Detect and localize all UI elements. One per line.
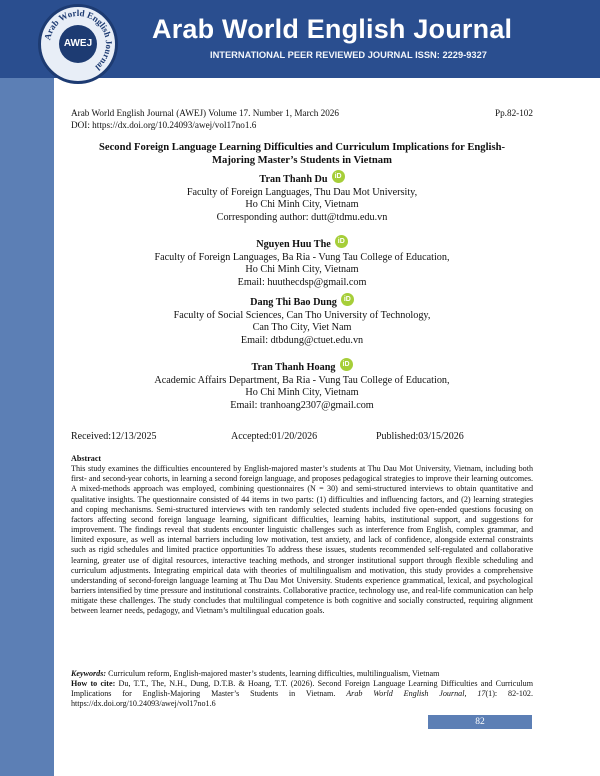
author-block-3 (71, 293, 533, 347)
author-location: Can Tho City, Viet Nam (252, 322, 352, 334)
cite-text: Du, T.T., The, N.H., Dung, D.T.B. & Hoang, T.T. (2026). Second Foreign Language Learning Difficulties and Curriculum Implications for English-Majoring Master’s Students in Vietnam. (71, 679, 533, 699)
doi-line[interactable]: DOI: https://dx.doi.org/10.24093/awej/vol17no1.6 (71, 120, 257, 130)
logo-text: AWEJ (59, 25, 97, 63)
cite-journal: Arab World English Journal, 17 (346, 689, 486, 699)
author-affiliation: Academic Affairs Department, Ba Ria - Vung Tau College of Education, (154, 374, 450, 386)
abstract-heading: Abstract (71, 454, 102, 463)
author-name: Tran Thanh Hoang (251, 362, 336, 373)
author-email[interactable]: Email: dtbdung@ctuet.edu.vn (240, 334, 364, 346)
author-affiliation: Faculty of Foreign Languages, Thu Dau Mot University, (186, 186, 418, 198)
keywords-label: Keywords: (71, 669, 107, 678)
left-sidebar-band (0, 0, 54, 776)
author-affiliation: Faculty of Foreign Languages, Ba Ria - Vung Tau College of Education, (154, 251, 450, 263)
logo-ring-text: Arab World English Journal (42, 7, 115, 73)
keywords-and-citation (71, 669, 533, 710)
author-block-4 (71, 358, 533, 412)
author-location: Ho Chi Minh City, Vietnam (245, 387, 359, 399)
received-date: Received:12/13/2025 (71, 431, 157, 442)
author-email[interactable]: Corresponding author: dutt@tdmu.edu.vn (216, 211, 388, 223)
abstract-text: This study examines the difficulties encountered by English-majored master’s students at Thu Dau Mot University, Vietnam, including both first- and second-year cohorts, in learning a second foreign language, and proposes pedagogical strategies to improve their learning outcomes. A mixed-methods approach was employed, combining questionnaires (N = 30) and semi-structured interviews to obtain quantitative and qualitative insights. The questionnaire consisted of 44 items in two parts: (1) difficulties and influencing factors, and (2) learning strategies and coping mechanisms. Semi-structured interviews with ten randomly selected students included five open-ended questions focusing on factors affecting second foreign language learning, significant difficulties, learning habits, institutional support, and suggestions for improvement. The findings reveal that students encounter linguistic challenges such as interference from English, complex grammar, and limited exposure, as well as internal barriers including low motivation, test anxiety, and lack of confidence, alongside external constraints such as rigid schedules and limited practice opportunities To address these issues, students recommended self-regulated and collaborative learning, greater use of digital resources, interactive teaching methods, and stronger institutional support through flexible scheduling and curriculum adjustments. Integrating empirical data with theories of multilingualism and motivation, this study provides a comprehensive understanding of second-foreign language learning at Thu Dau Mot University. Students experience grammatical, lexical, and psychological barriers intensified by time pressure and institutional constraints. Collaborative practice, technology use, and real-life communication can help mitigate these challenges. The study concludes that multilingual competence is both cognitive and socially constructed, requiring alignment between learner needs, pedagogy, and Vietnam’s multilingual education goals. (71, 464, 533, 616)
journal-title: Arab World English Journal (152, 14, 513, 44)
cite-rest[interactable]: (1): 82-102. https://dx.doi.org/10.24093/awej/vol17no1.6 (71, 689, 533, 709)
orcid-icon[interactable]: iD (335, 235, 348, 248)
author-email[interactable]: Email: huuthecdsp@gmail.com (237, 276, 367, 288)
journal-logo (38, 4, 118, 84)
cite-label: How to cite: (71, 679, 116, 689)
journal-subtitle: INTERNATIONAL PEER REVIEWED JOURNAL ISSN: 2229-9327 (210, 50, 487, 60)
orcid-icon[interactable]: iD (332, 170, 345, 183)
abstract-section (71, 454, 533, 617)
keywords-text: Curriculum reform, English-majored master’s students, learning difficulties, multilingualism, Vietnam (108, 669, 440, 678)
title-line-2: Majoring Master’s Students in Vietnam (212, 155, 392, 166)
published-date: Published:03/15/2026 (376, 431, 464, 442)
author-name: Dang Thi Bao Dung (250, 297, 337, 308)
author-location: Ho Chi Minh City, Vietnam (245, 199, 359, 211)
author-name: Tran Thanh Du (259, 174, 328, 185)
citation-meta (71, 107, 533, 131)
author-block-1 (71, 170, 533, 224)
orcid-icon[interactable]: iD (340, 358, 353, 371)
page-number: 82 (428, 715, 532, 729)
accepted-date: Accepted:01/20/2026 (231, 431, 318, 442)
author-affiliation: Faculty of Social Sciences, Can Tho University of Technology, (173, 309, 431, 321)
orcid-icon[interactable]: iD (341, 293, 354, 306)
paper-title (64, 141, 540, 167)
title-line-1: Second Foreign Language Learning Difficulties and Curriculum Implications for English- (98, 142, 506, 153)
author-name: Nguyen Huu The (256, 239, 331, 250)
author-location: Ho Chi Minh City, Vietnam (245, 264, 359, 276)
page-range: Pp.82-102 (494, 108, 533, 118)
citation-line: Arab World English Journal (AWEJ) Volume 17. Number 1, March 2026 (71, 108, 339, 118)
author-block-2 (71, 235, 533, 289)
author-email[interactable]: Email: tranhoang2307@gmail.com (230, 399, 374, 411)
